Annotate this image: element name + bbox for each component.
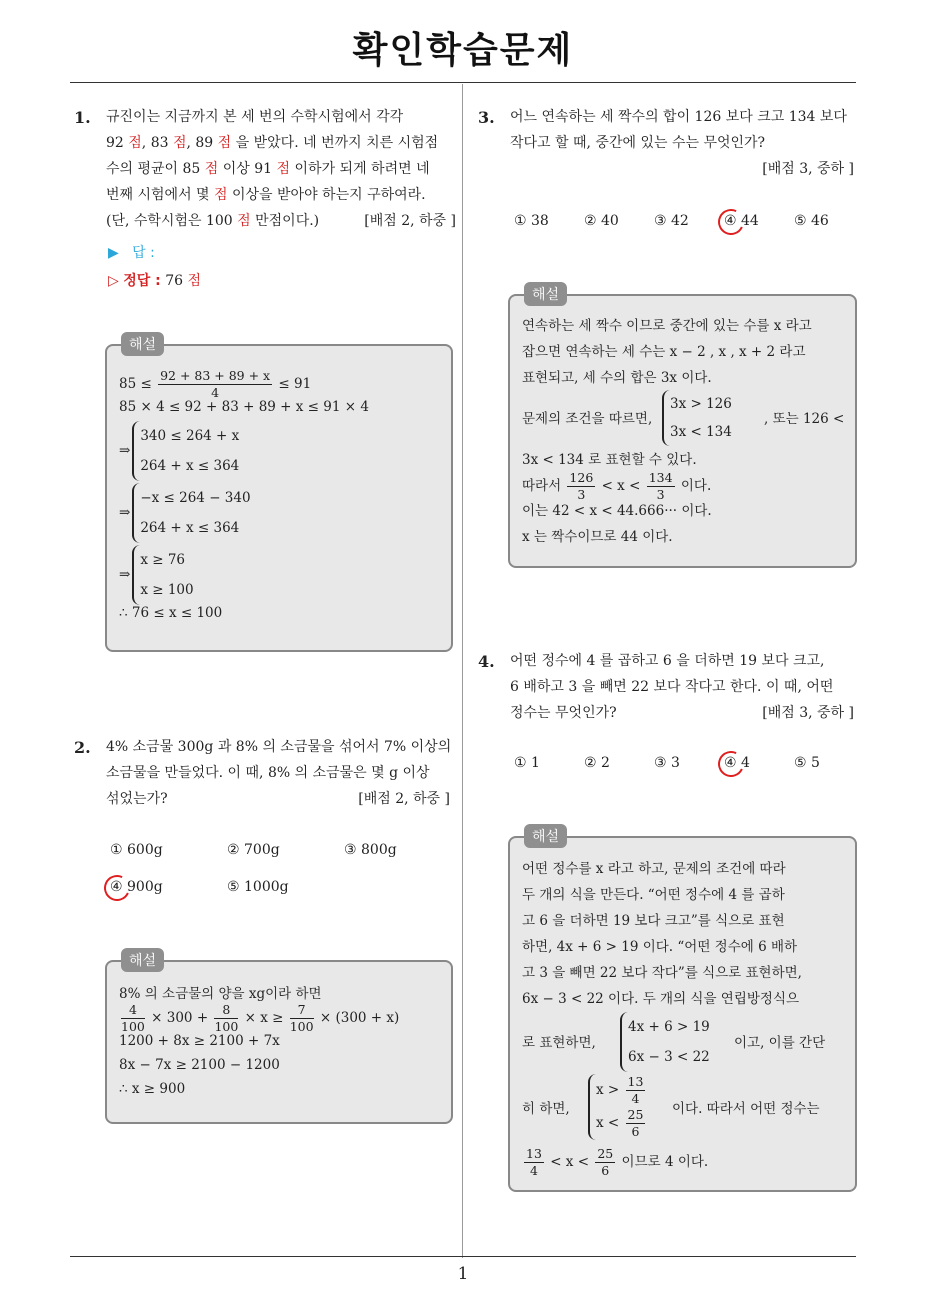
answer-circle-mark <box>714 747 747 780</box>
q1-meta: [배점 2, 하중 ] <box>364 213 456 229</box>
q4-solution: 어떤 정수를 x 라고 하고, 문제의 조건에 따라 두 개의 식을 만든다. “어떤 정수에 4 를 곱하 고 6 을 더하면 19 보다 크고”를 식으로 표현 하면, 4x + 6 > 19 이다. “어떤 정수에 6 배하 고 3 을 빼면 22 보다 작다”를 식으로 표현하면, 6x − 3 < 22 이다. 두 개의 식을 연립방정식으 로 표현하면, 4x + 6 > 19 6x − 3 < 22 이고, 이를 간단 히 하면, x > $\frac{13}{4}$ x < $\frac{25}{6}$ 이다. 따라서 어떤 정수는 $\frac{13}{4}$ < x < $\frac{25}{6}$ 이므로 4 이다. <box>522 861 826 1178</box>
q3-choice-4[interactable]: ④ 44 <box>724 213 759 229</box>
q3-solution-box <box>508 287 857 568</box>
q4-text: 어떤 정수에 4 를 곱하고 6 을 더하면 19 보다 크고, 6 배하고 3 을 빼면 22 보다 작다고 한다. 이 때, 어떤 정수는 무엇인가? [배점 3, 중하 ] <box>510 648 860 726</box>
q3-text: 어느 연속하는 세 짝수의 합이 126 보다 크고 134 보다 작다고 할 때, 중간에 있는 수는 무엇인가? [배점 3, 중하 ] <box>510 104 860 182</box>
page-title: 확인학습문제 <box>352 30 574 71</box>
q3-choice-1[interactable]: ① 38 <box>514 213 549 229</box>
q4-meta: [배점 3, 중하 ] <box>762 705 854 721</box>
q4-choice-1[interactable]: ① 1 <box>514 755 540 771</box>
q2-choice-5[interactable]: ⑤ 1000g <box>227 879 289 895</box>
q4-choice-5[interactable]: ⑤ 5 <box>794 755 820 771</box>
q2-choice-4[interactable]: ④ 900g <box>110 879 163 895</box>
q3-choice-5[interactable]: ⑤ 46 <box>794 213 829 229</box>
q2-meta: [배점 2, 하중 ] <box>358 791 450 807</box>
q3-number: 3. <box>478 108 495 127</box>
q2-choice-3[interactable]: ③ 800g <box>344 842 397 858</box>
q1-number: 1. <box>74 108 91 127</box>
q3-meta: [배점 3, 중하 ] <box>762 161 854 177</box>
answer-circle-mark <box>100 871 133 904</box>
column-divider <box>462 84 463 1258</box>
solution-tag: 해설 <box>121 332 164 356</box>
q4-choice-2[interactable]: ② 2 <box>584 755 610 771</box>
q4-number: 4. <box>478 652 495 671</box>
q3-choice-2[interactable]: ② 40 <box>584 213 619 229</box>
solution-tag: 해설 <box>121 948 164 972</box>
q1-solution: 85 ≤ $\frac{92 + 83 + 89 + x}{4}$ ≤ 91 85 × 4 ≤ 92 + 83 + 89 + x ≤ 91 × 4 ⇒ 340 ≤ 264 + x 264 + x ≤ 364 ⇒ −x ≤ 264 − 340 264 + x ≤ 364 ⇒ x ≥ 76 x ≥ 100 ∴ 76 ≤ x ≤ 100 <box>119 368 369 621</box>
play-triangle-icon: ▶ <box>108 245 119 261</box>
outline-triangle-icon: ▷ <box>108 273 119 289</box>
q4-choice-4[interactable]: ④ 4 <box>724 755 750 771</box>
q2-solution-box <box>105 953 453 1124</box>
q2-choice-1[interactable]: ① 600g <box>110 842 163 858</box>
bottom-divider <box>70 1256 856 1257</box>
q1-correct-row: ▷ 정답 : 76 점 <box>108 273 202 289</box>
top-divider <box>70 82 856 83</box>
page-number: 1 <box>457 1264 469 1284</box>
solution-tag: 해설 <box>524 282 567 306</box>
answer-circle-mark <box>714 205 747 238</box>
q2-number: 2. <box>74 738 91 757</box>
q4-choice-3[interactable]: ③ 3 <box>654 755 680 771</box>
q2-choice-2[interactable]: ② 700g <box>227 842 280 858</box>
q2-text: 4% 소금물 300g 과 8% 의 소금물을 섞어서 7% 이상의 소금물을 만들었다. 이 때, 8% 의 소금물은 몇 g 이상 섞었는가? [배점 2, 하중 ] <box>106 734 456 812</box>
solution-tag: 해설 <box>524 824 567 848</box>
q1-solution-box <box>105 337 453 652</box>
q2-solution: 8% 의 소금물의 양을 xg이라 하면 $\frac{4}{100}$ × 300 + $\frac{8}{100}$ × x ≥ $\frac{7}{100}$ × (300 + x) 1200 + 8x ≥ 2100 + 7x 8x − 7x ≥ 2100 − 1200 ∴ x ≥ 900 <box>119 986 400 1097</box>
q1-text: 규진이는 지금까지 본 세 번의 수학시험에서 각각 92 점, 83 점, 89 점 을 받았다. 네 번까지 치른 시험점 수의 평균이 85 점 이상 91 점 이하가 되게 하려면 네 번째 시험에서 몇 점 이상을 받아야 하는지 구하여라. (단, 수학시험은 100 점 만점이다.) [배점 2, 하중 ] <box>106 104 456 234</box>
q3-solution: 연속하는 세 짝수 이므로 중간에 있는 수를 x 라고 잡으면 연속하는 세 수는 x − 2 , x , x + 2 라고 표현되고, 세 수의 합은 3x 이다. 문제의 조건을 따르면, 3x > 126 3x < 134 , 또는 126 < 3x < 134 로 표현할 수 있다. 따라서 $\frac{126}{3}$ < x < $\frac{134}{3}$ 이다. 이는 42 < x < 44.666··· 이다. x 는 짝수이므로 44 이다. <box>522 318 845 545</box>
q4-solution-box <box>508 829 857 1192</box>
q3-choice-3[interactable]: ③ 42 <box>654 213 689 229</box>
q1-answer-row: ▶ 답 : <box>108 245 155 261</box>
